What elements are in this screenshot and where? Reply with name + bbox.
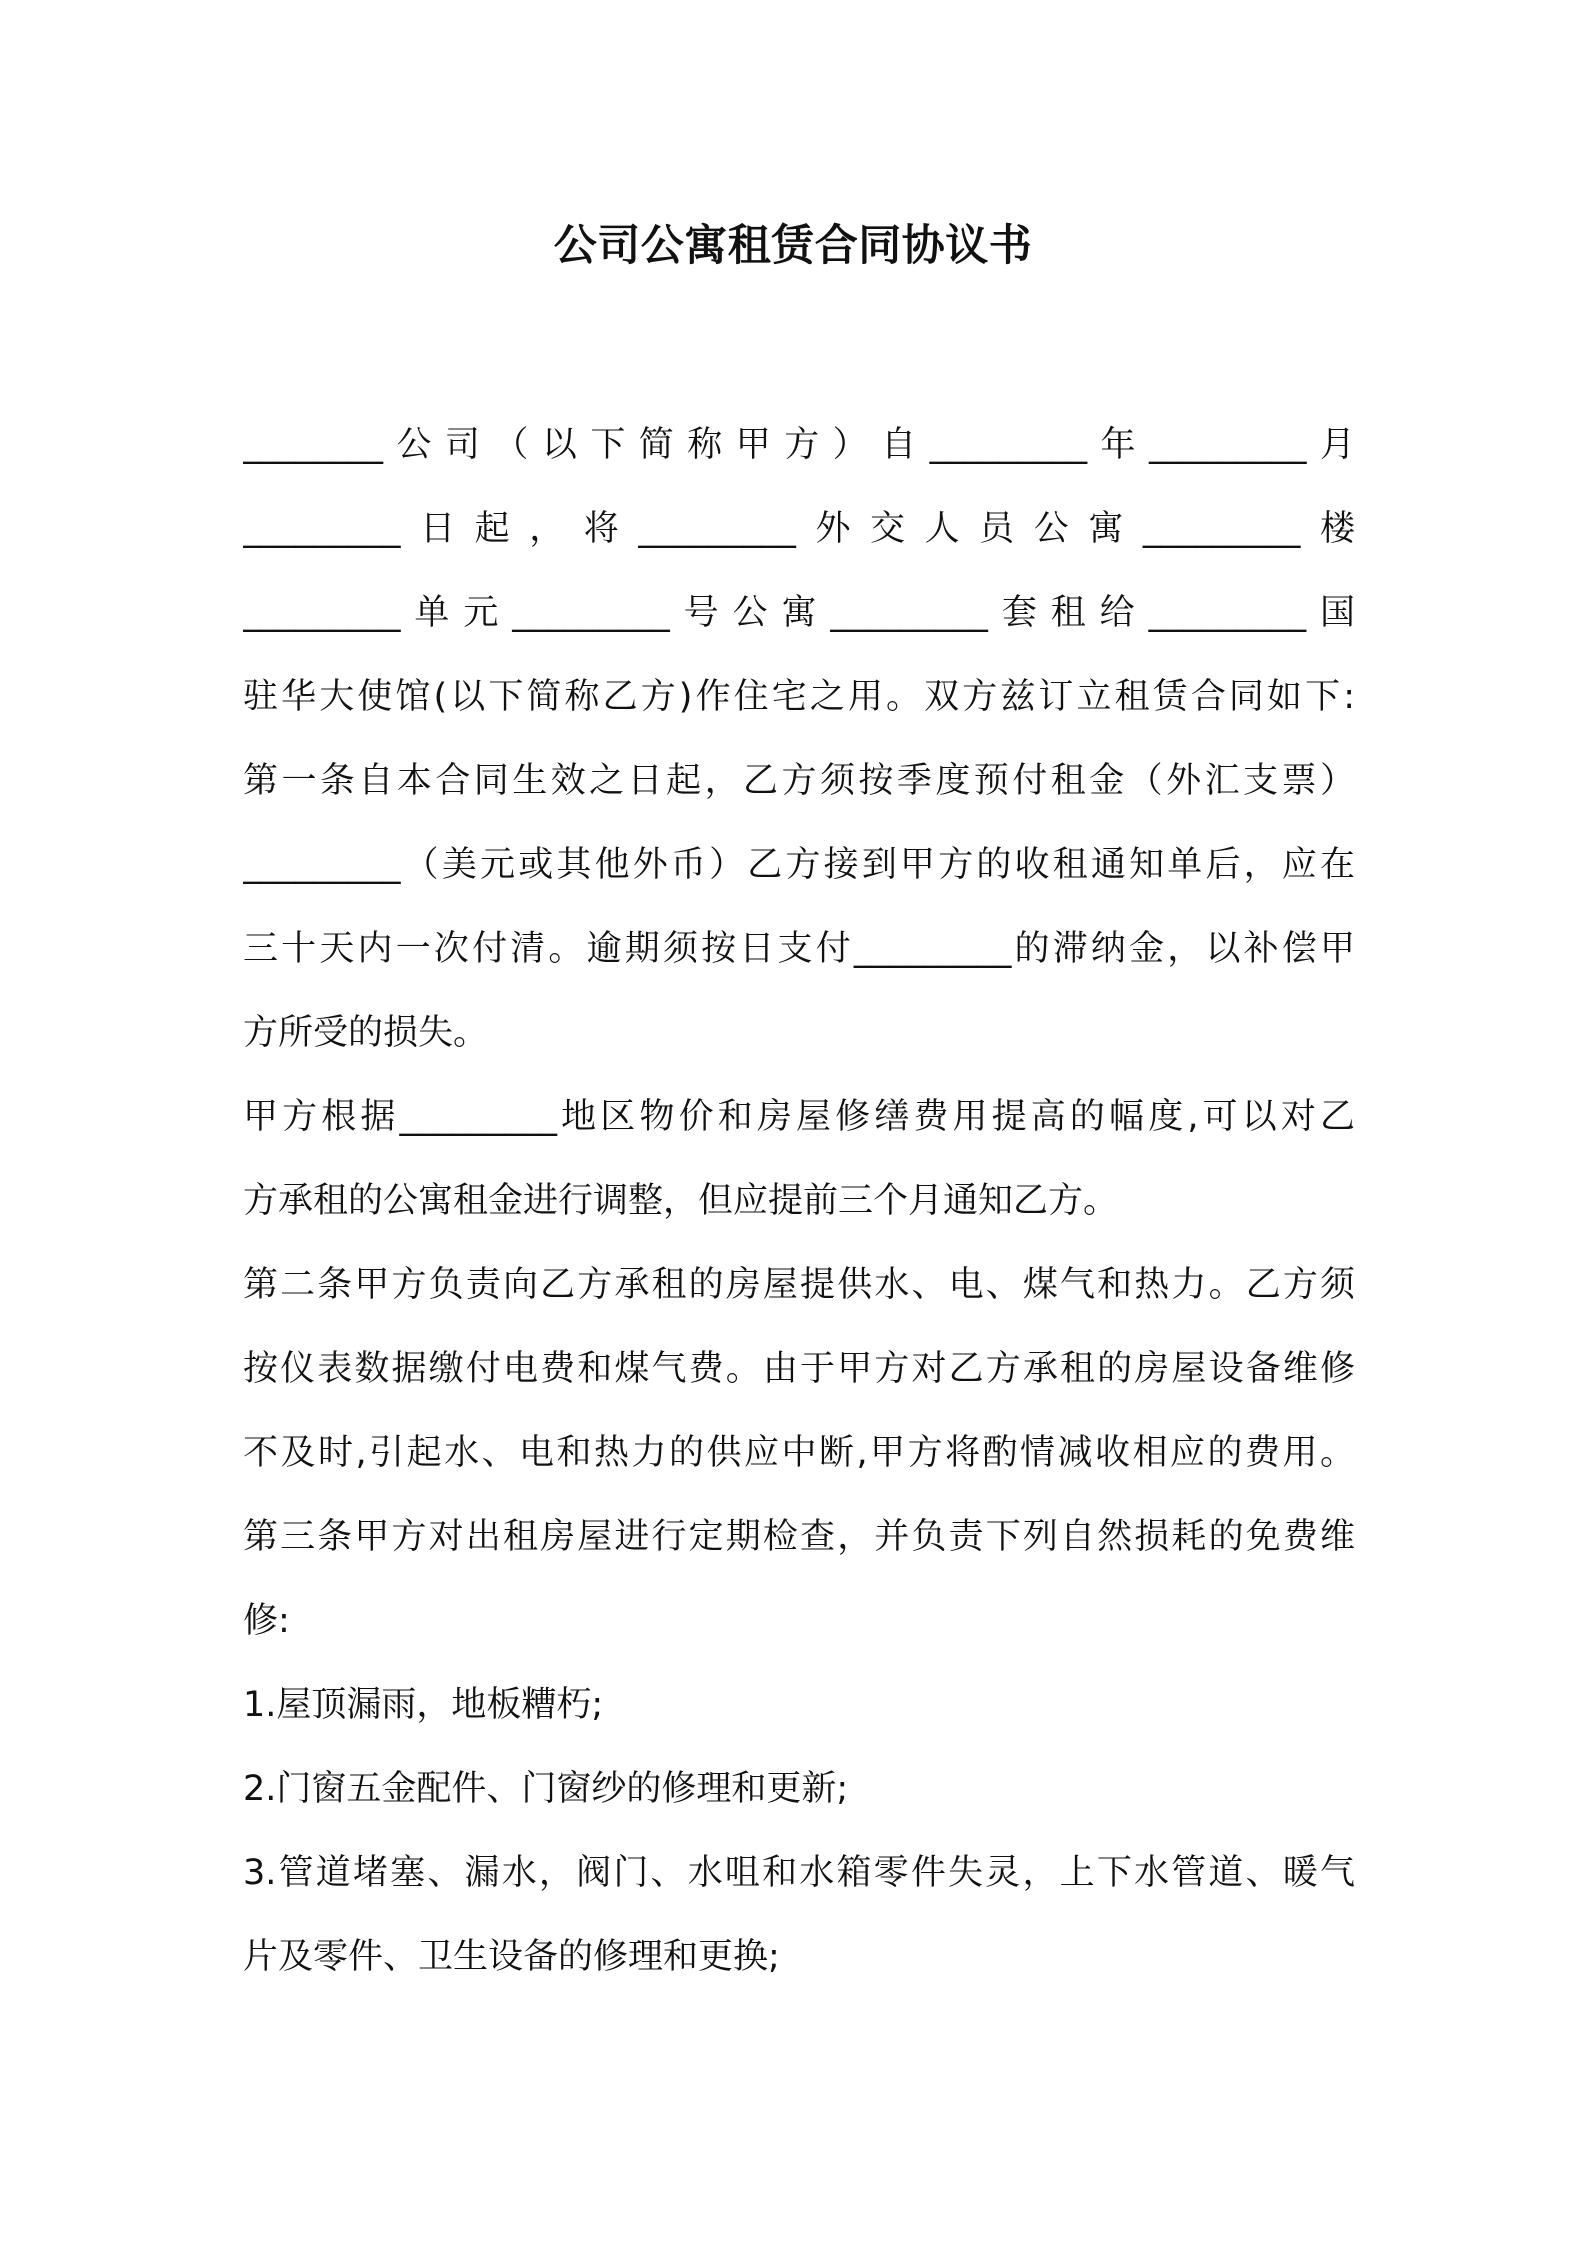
body-line: _________日起，将_________外交人员公寓_________楼 (243, 509, 1355, 549)
body-line: 第二条甲方负责向乙方承租的房屋提供水、电、煤气和热力。乙方须 (243, 1265, 1355, 1305)
body-line: 方承租的公寓租金进行调整，但应提前三个月通知乙方。 (243, 1181, 1119, 1221)
body-line: 3.管道堵塞、漏水，阀门、水咀和水箱零件失灵，上下水管道、暖气 (243, 1853, 1355, 1893)
body-line: 甲方根据_________地区物价和房屋修缮费用提高的幅度,可以对乙 (243, 1097, 1355, 1137)
body-line: ________公司（以下简称甲方）自_________年_________月 (243, 425, 1355, 465)
body-line: 修: (243, 1601, 290, 1641)
body-line: 第三条甲方对出租房屋进行定期检查，并负责下列自然损耗的免费维 (243, 1517, 1355, 1557)
body-line: _________（美元或其他外币）乙方接到甲方的收租通知单后，应在 (243, 845, 1355, 885)
body-line: 方所受的损失。 (243, 1013, 489, 1053)
document-title: 公司公寓租赁合同协议书 (553, 221, 1033, 271)
body-line: 片及零件、卫生设备的修理和更换; (243, 1937, 780, 1977)
body-line: 驻华大使馆(以下简称乙方)作住宅之用。双方兹订立租赁合同如下: (243, 677, 1355, 717)
body-line: 1.屋顶漏雨，地板糟朽; (243, 1685, 604, 1725)
body-line: 按仪表数据缴付电费和煤气费。由于甲方对乙方承租的房屋设备维修 (243, 1349, 1355, 1389)
body-line: 2.门窗五金配件、门窗纱的修理和更新; (243, 1769, 849, 1809)
document-body (243, 403, 1355, 1999)
body-line: 三十天内一次付清。逾期须按日支付_________的滞纳金，以补偿甲 (243, 929, 1355, 969)
body-line: 第一条自本合同生效之日起，乙方须按季度预付租金（外汇支票） (243, 761, 1355, 801)
body-line: _________单元_________号公寓_________套租给_________国 (243, 593, 1355, 633)
body-line: 不及时,引起水、电和热力的供应中断,甲方将酌情减收相应的费用。 (243, 1433, 1355, 1473)
